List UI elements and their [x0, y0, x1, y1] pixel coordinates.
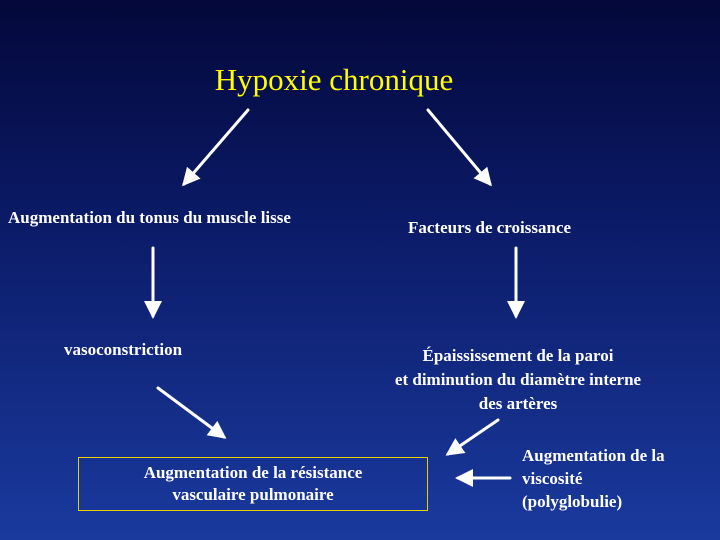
node-viscosity-line-1: Augmentation de la: [522, 446, 665, 465]
arrow-hypoxia-to-tonus: [184, 110, 248, 184]
node-wall-thickening-line-1: Épaississement de la paroi: [422, 346, 614, 365]
node-viscosity-line-3: (polyglobulie): [522, 492, 623, 511]
node-vasoconstriction: vasoconstriction: [64, 340, 183, 359]
arrow-vasoconstriction-to-resistance: [158, 388, 224, 437]
node-muscle-tone: Augmentation du tonus du muscle lisse: [8, 208, 291, 227]
node-resistance-line-1: Augmentation de la résistance: [143, 463, 363, 482]
node-viscosity-line-2: viscosité: [522, 469, 583, 488]
node-growth-factors: Facteurs de croissance: [408, 218, 572, 237]
node-resistance-line-2: vasculaire pulmonaire: [172, 485, 334, 504]
arrow-hypoxia-to-growth-factors: [428, 110, 490, 184]
diagram-title: Hypoxie chronique: [214, 62, 454, 97]
node-wall-thickening-line-2: et diminution du diamètre interne: [394, 370, 642, 389]
node-wall-thickening-line-3: des artères: [478, 394, 558, 413]
arrow-thickening-to-resistance: [448, 420, 498, 454]
